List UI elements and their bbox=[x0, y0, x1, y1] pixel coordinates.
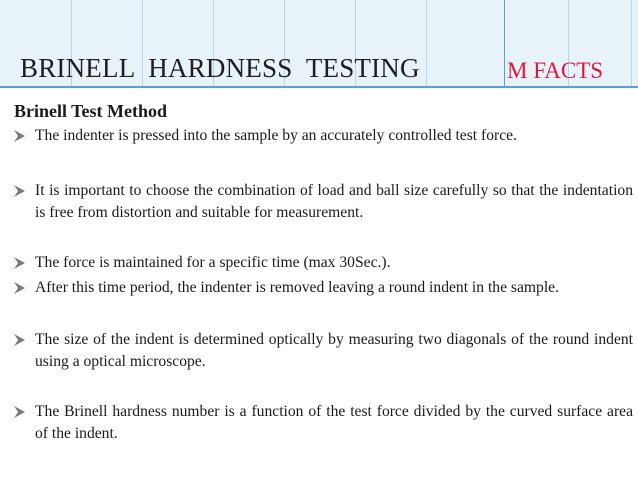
slide-title: BRINELL HARDNESS TESTING bbox=[20, 53, 420, 83]
grid-line bbox=[426, 0, 427, 88]
bullet-text: The force is maintained for a specific time (max 30Sec.). bbox=[35, 254, 391, 271]
bullet-text: After this time period, the indenter is removed leaving a round indent in the sample. bbox=[35, 279, 559, 296]
arrow-bullet-icon bbox=[12, 277, 30, 299]
section-heading: Brinell Test Method bbox=[14, 101, 168, 121]
arrow-bullet-icon bbox=[12, 401, 30, 423]
bullet-item bbox=[12, 329, 633, 373]
arrow-bullet-icon bbox=[12, 252, 30, 274]
brand-logo: M FACTS bbox=[507, 58, 604, 83]
arrow-bullet-icon bbox=[12, 180, 30, 202]
bullet-item bbox=[12, 125, 633, 147]
arrow-bullet-icon bbox=[12, 329, 30, 351]
bullet-item bbox=[12, 252, 633, 274]
grid-line bbox=[631, 0, 632, 88]
bullet-text: The size of the indent is determined optically by measuring two diagonals of the round indent using a optical microscope. bbox=[35, 331, 633, 370]
arrow-bullet-icon bbox=[12, 125, 30, 147]
bullet-item bbox=[12, 180, 633, 224]
brand-divider bbox=[504, 0, 505, 88]
bullet-item bbox=[12, 277, 633, 299]
header-rule bbox=[0, 86, 638, 88]
bullet-text: The Brinell hardness number is a function of the test force divided by the curved surface area of the indent. bbox=[35, 403, 633, 442]
bullet-item bbox=[12, 401, 633, 445]
bullet-text: It is important to choose the combination of load and ball size carefully so that the indentation is free from distortion and suitable for measurement. bbox=[35, 182, 633, 221]
bullet-text: The indenter is pressed into the sample by an accurately controlled test force. bbox=[35, 127, 517, 144]
